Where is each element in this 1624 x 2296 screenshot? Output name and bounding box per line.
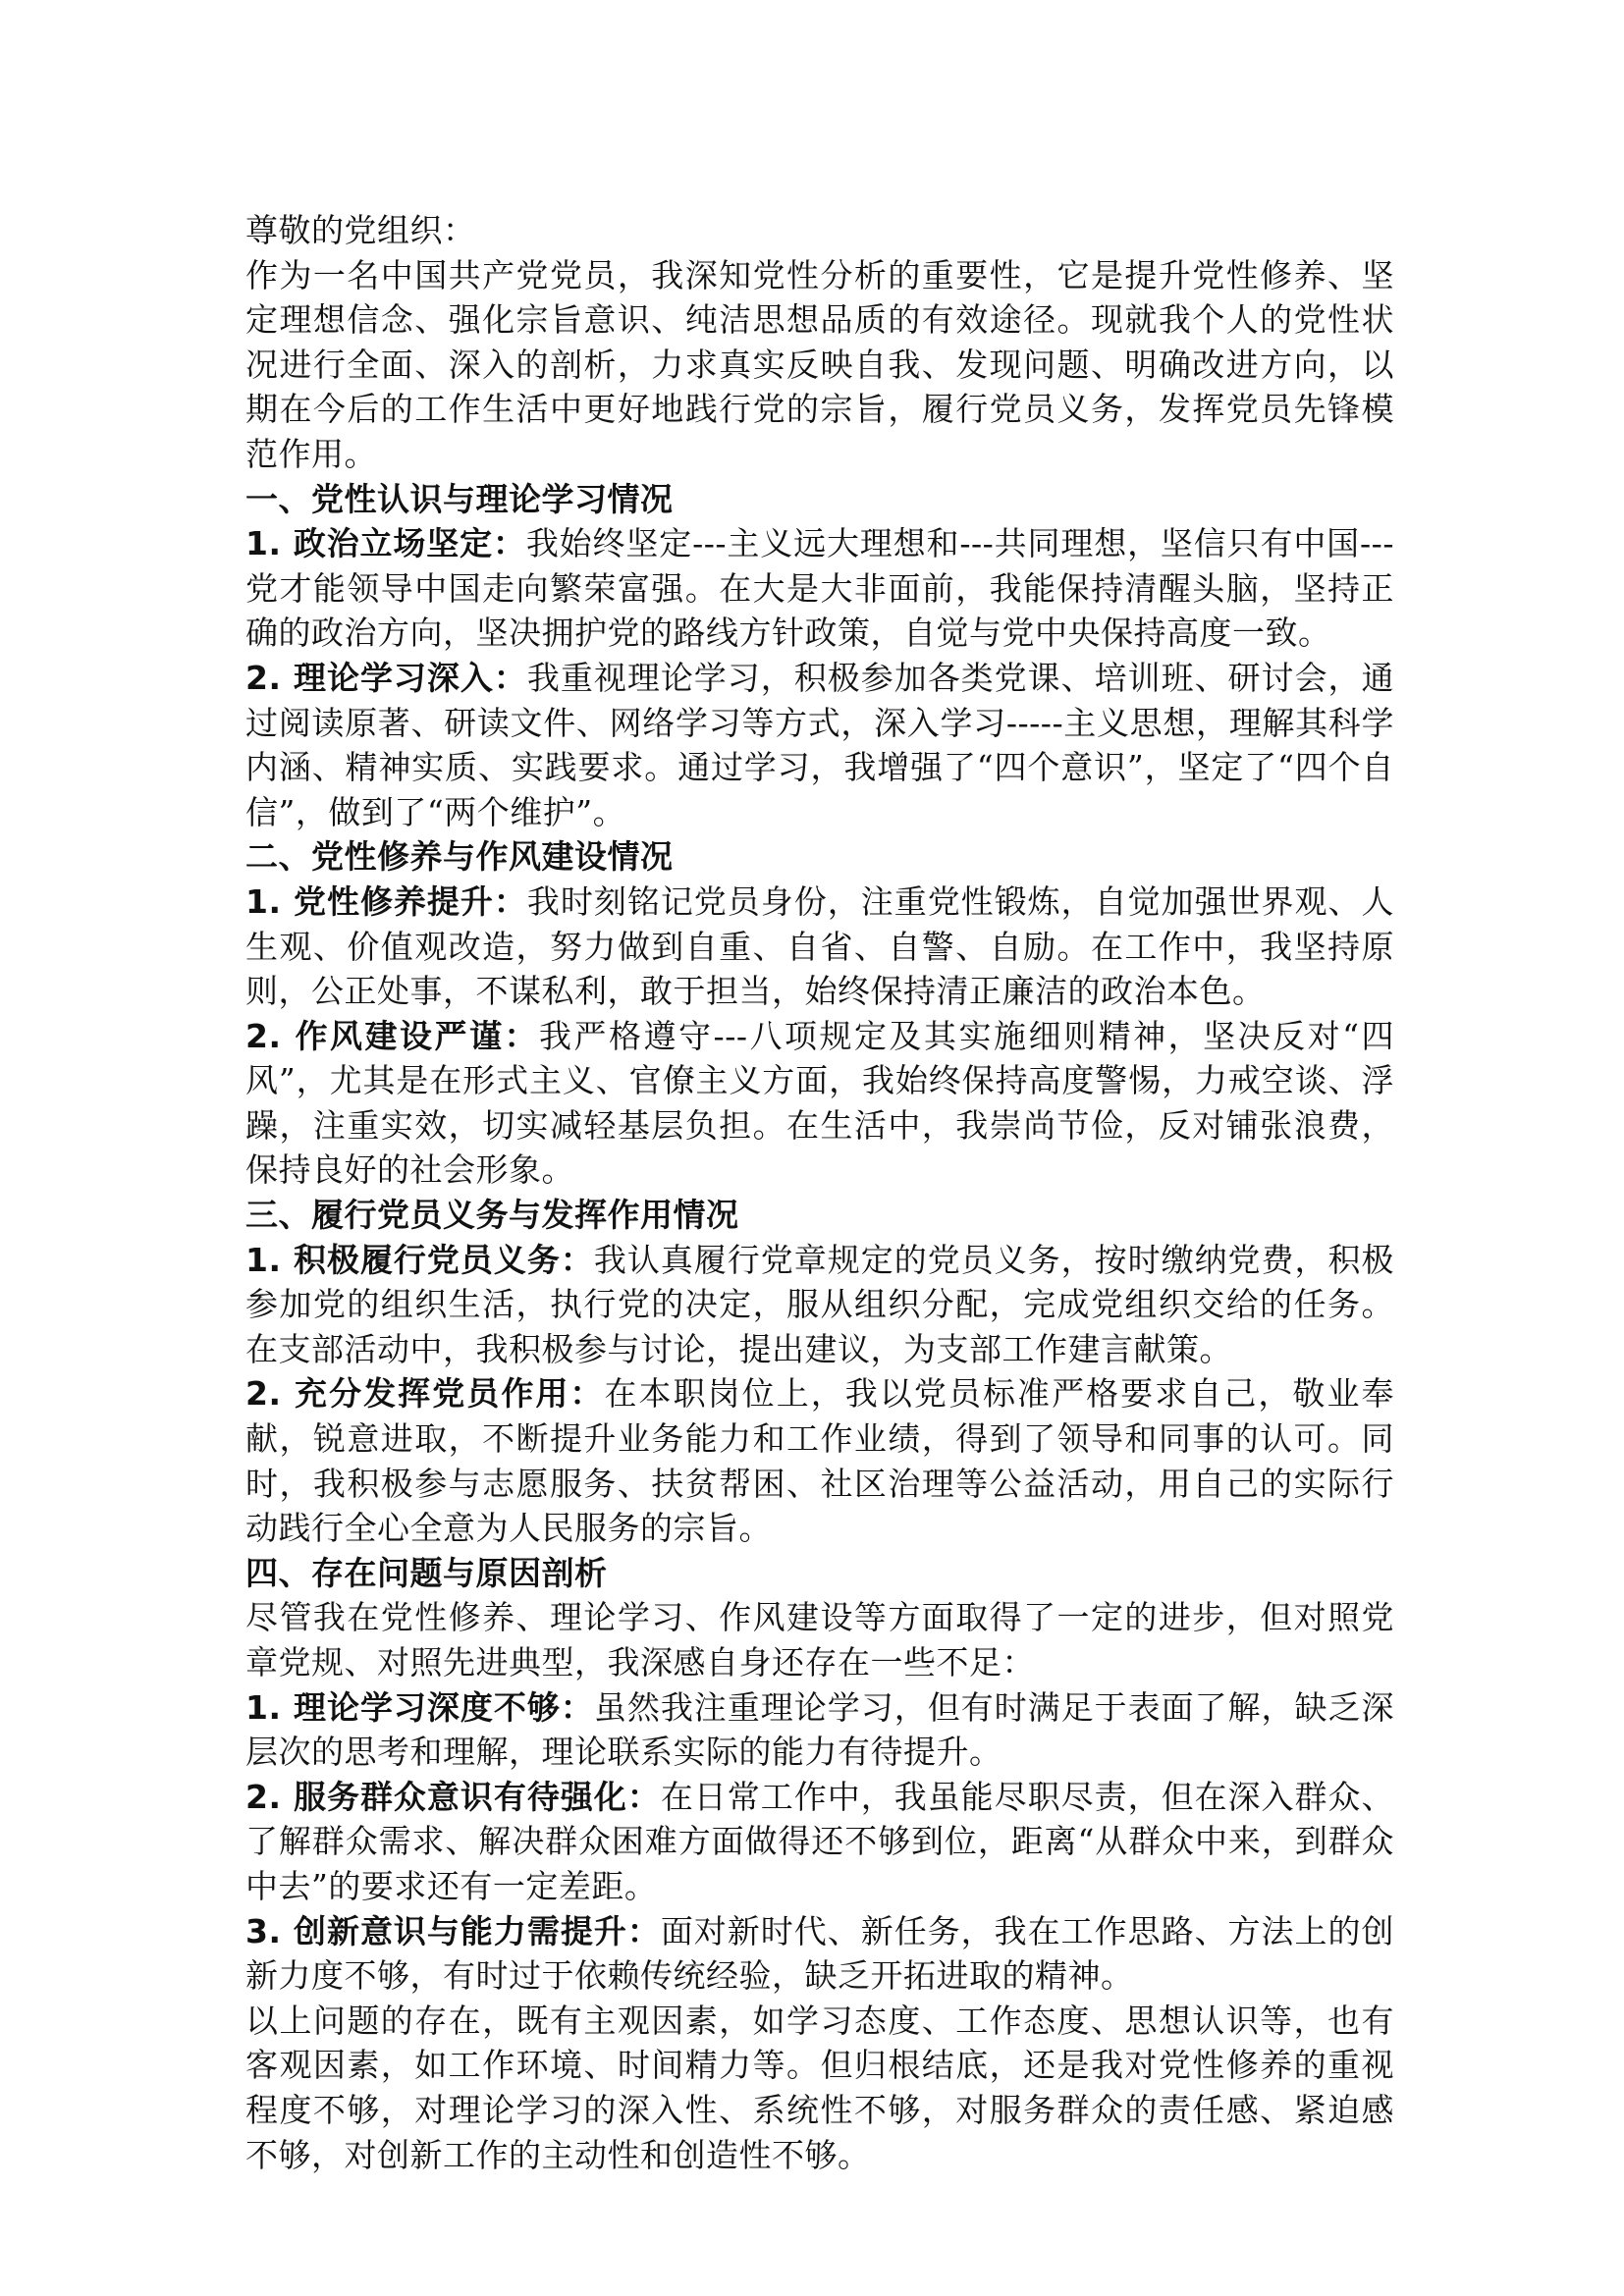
item-text: 我重视理论学习，积极参加各类党课、培训班、研讨会，通过阅读原著、研读文件、网络学习等方式，深入学习-----主义思想，理解其科学内涵、精神实质、实践要求。通过学习，我增强了“四个意识”，坚定了“四个自信”，做到了“两个维护”。	[245, 658, 1394, 831]
item-label: 3. 创新意识与能力需提升：	[245, 1911, 661, 1950]
section-4-item-1	[245, 1685, 1394, 1775]
section-4-item-3	[245, 1909, 1394, 1999]
item-label: 2. 作风建设严谨：	[245, 1016, 540, 1055]
item-text: 我严格遵守---八项规定及其实施细则精神，坚决反对“四风”，尤其是在形式主义、官僚主义方面，我始终保持高度警惕，力戒空谈、浮躁，注重实效，切实减轻基层负担。在生活中，我崇尚节俭，反对铺张浪费，保持良好的社会形象。	[245, 1016, 1394, 1190]
section-2-item-1	[245, 880, 1394, 1014]
item-text: 在日常工作中，我虽能尽职尽责，但在深入群众、了解群众需求、解决群众困难方面做得还不够到位，距离“从群众中来，到群众中去”的要求还有一定差距。	[245, 1777, 1394, 1905]
item-text: 我始终坚定---主义远大理想和---共同理想，坚信只有中国---党才能领导中国走向繁荣富强。在大是大非面前，我能保持清醒头脑，坚持正确的政治方向，坚决拥护党的路线方针政策，自觉与党中央保持高度一致。	[245, 524, 1394, 653]
item-text: 我时刻铭记党员身份，注重党性锻炼，自觉加强世界观、人生观、价值观改造，努力做到自重、自省、自警、自励。在工作中，我坚持原则，公正处事，不谋私利，敢于担当，始终保持清正廉洁的政治本色。	[245, 881, 1394, 1011]
section-heading-1: 一、党性认识与理论学习情况	[245, 479, 674, 518]
section-3-item-1	[245, 1238, 1394, 1372]
item-label: 2. 服务群众意识有待强化：	[245, 1777, 661, 1816]
item-text: 面对新时代、新任务，我在工作思路、方法上的创新力度不够，有时过于依赖传统经验，缺乏开拓进取的精神。	[245, 1911, 1394, 1996]
section-2-item-2	[245, 1014, 1394, 1193]
item-label: 1. 党性修养提升：	[245, 881, 527, 921]
section-heading-3: 三、履行党员义务与发挥作用情况	[245, 1196, 739, 1235]
item-label: 1. 积极履行党员义务：	[245, 1240, 594, 1279]
item-label: 1. 政治立场坚定：	[245, 524, 526, 563]
section-4-item-2	[245, 1775, 1394, 1909]
section-4-conclusion: 以上问题的存在，既有主观因素，如学习态度、工作态度、思想认识等，也有客观因素，如工作环境、时间精力等。但归根结底，还是我对党性修养的重视程度不够，对理论学习的深入性、系统性不够，对服务群众的责任感、紧迫感不够，对创新工作的主动性和创造性不够。	[245, 2001, 1394, 2174]
item-text: 在本职岗位上，我以党员标准严格要求自己，敬业奉献，锐意进取，不断提升业务能力和工作业绩，得到了领导和同事的认可。同时，我积极参与志愿服务、扶贫帮困、社区治理等公益活动，用自己的实际行动践行全心全意为人民服务的宗旨。	[245, 1374, 1394, 1548]
item-label: 1. 理论学习深度不够：	[245, 1687, 594, 1727]
intro-paragraph: 作为一名中国共产党党员，我深知党性分析的重要性，它是提升党性修养、坚定理想信念、强化宗旨意识、纯洁思想品质的有效途径。现就我个人的党性状况进行全面、深入的剖析，力求真实反映自我、发现问题、明确改进方向，以期在今后的工作生活中更好地践行党的宗旨，履行党员义务，发挥党员先锋模范作用。	[245, 255, 1394, 473]
section-heading-2: 二、党性修养与作风建设情况	[245, 837, 674, 877]
section-4-intro: 尽管我在党性修养、理论学习、作风建设等方面取得了一定的进步，但对照党章党规、对照先进典型，我深感自身还存在一些不足：	[245, 1598, 1394, 1682]
section-heading-4: 四、存在问题与原因剖析	[245, 1553, 608, 1592]
item-text: 虽然我注重理论学习，但有时满足于表面了解，缺乏深层次的思考和理解，理论联系实际的能力有待提升。	[245, 1687, 1394, 1772]
item-text: 我认真履行党章规定的党员义务，按时缴纳党费，积极参加党的组织生活，执行党的决定，服从组织分配，完成党组织交给的任务。在支部活动中，我积极参与讨论，提出建议，为支部工作建言献策。	[245, 1240, 1394, 1368]
section-3-item-2	[245, 1371, 1394, 1550]
section-1-item-2	[245, 656, 1394, 834]
greeting: 尊敬的党组织：	[245, 211, 476, 249]
document-body	[245, 208, 1394, 2177]
section-1-item-1	[245, 521, 1394, 656]
item-label: 2. 充分发挥党员作用：	[245, 1374, 605, 1414]
item-label: 2. 理论学习深入：	[245, 658, 527, 697]
